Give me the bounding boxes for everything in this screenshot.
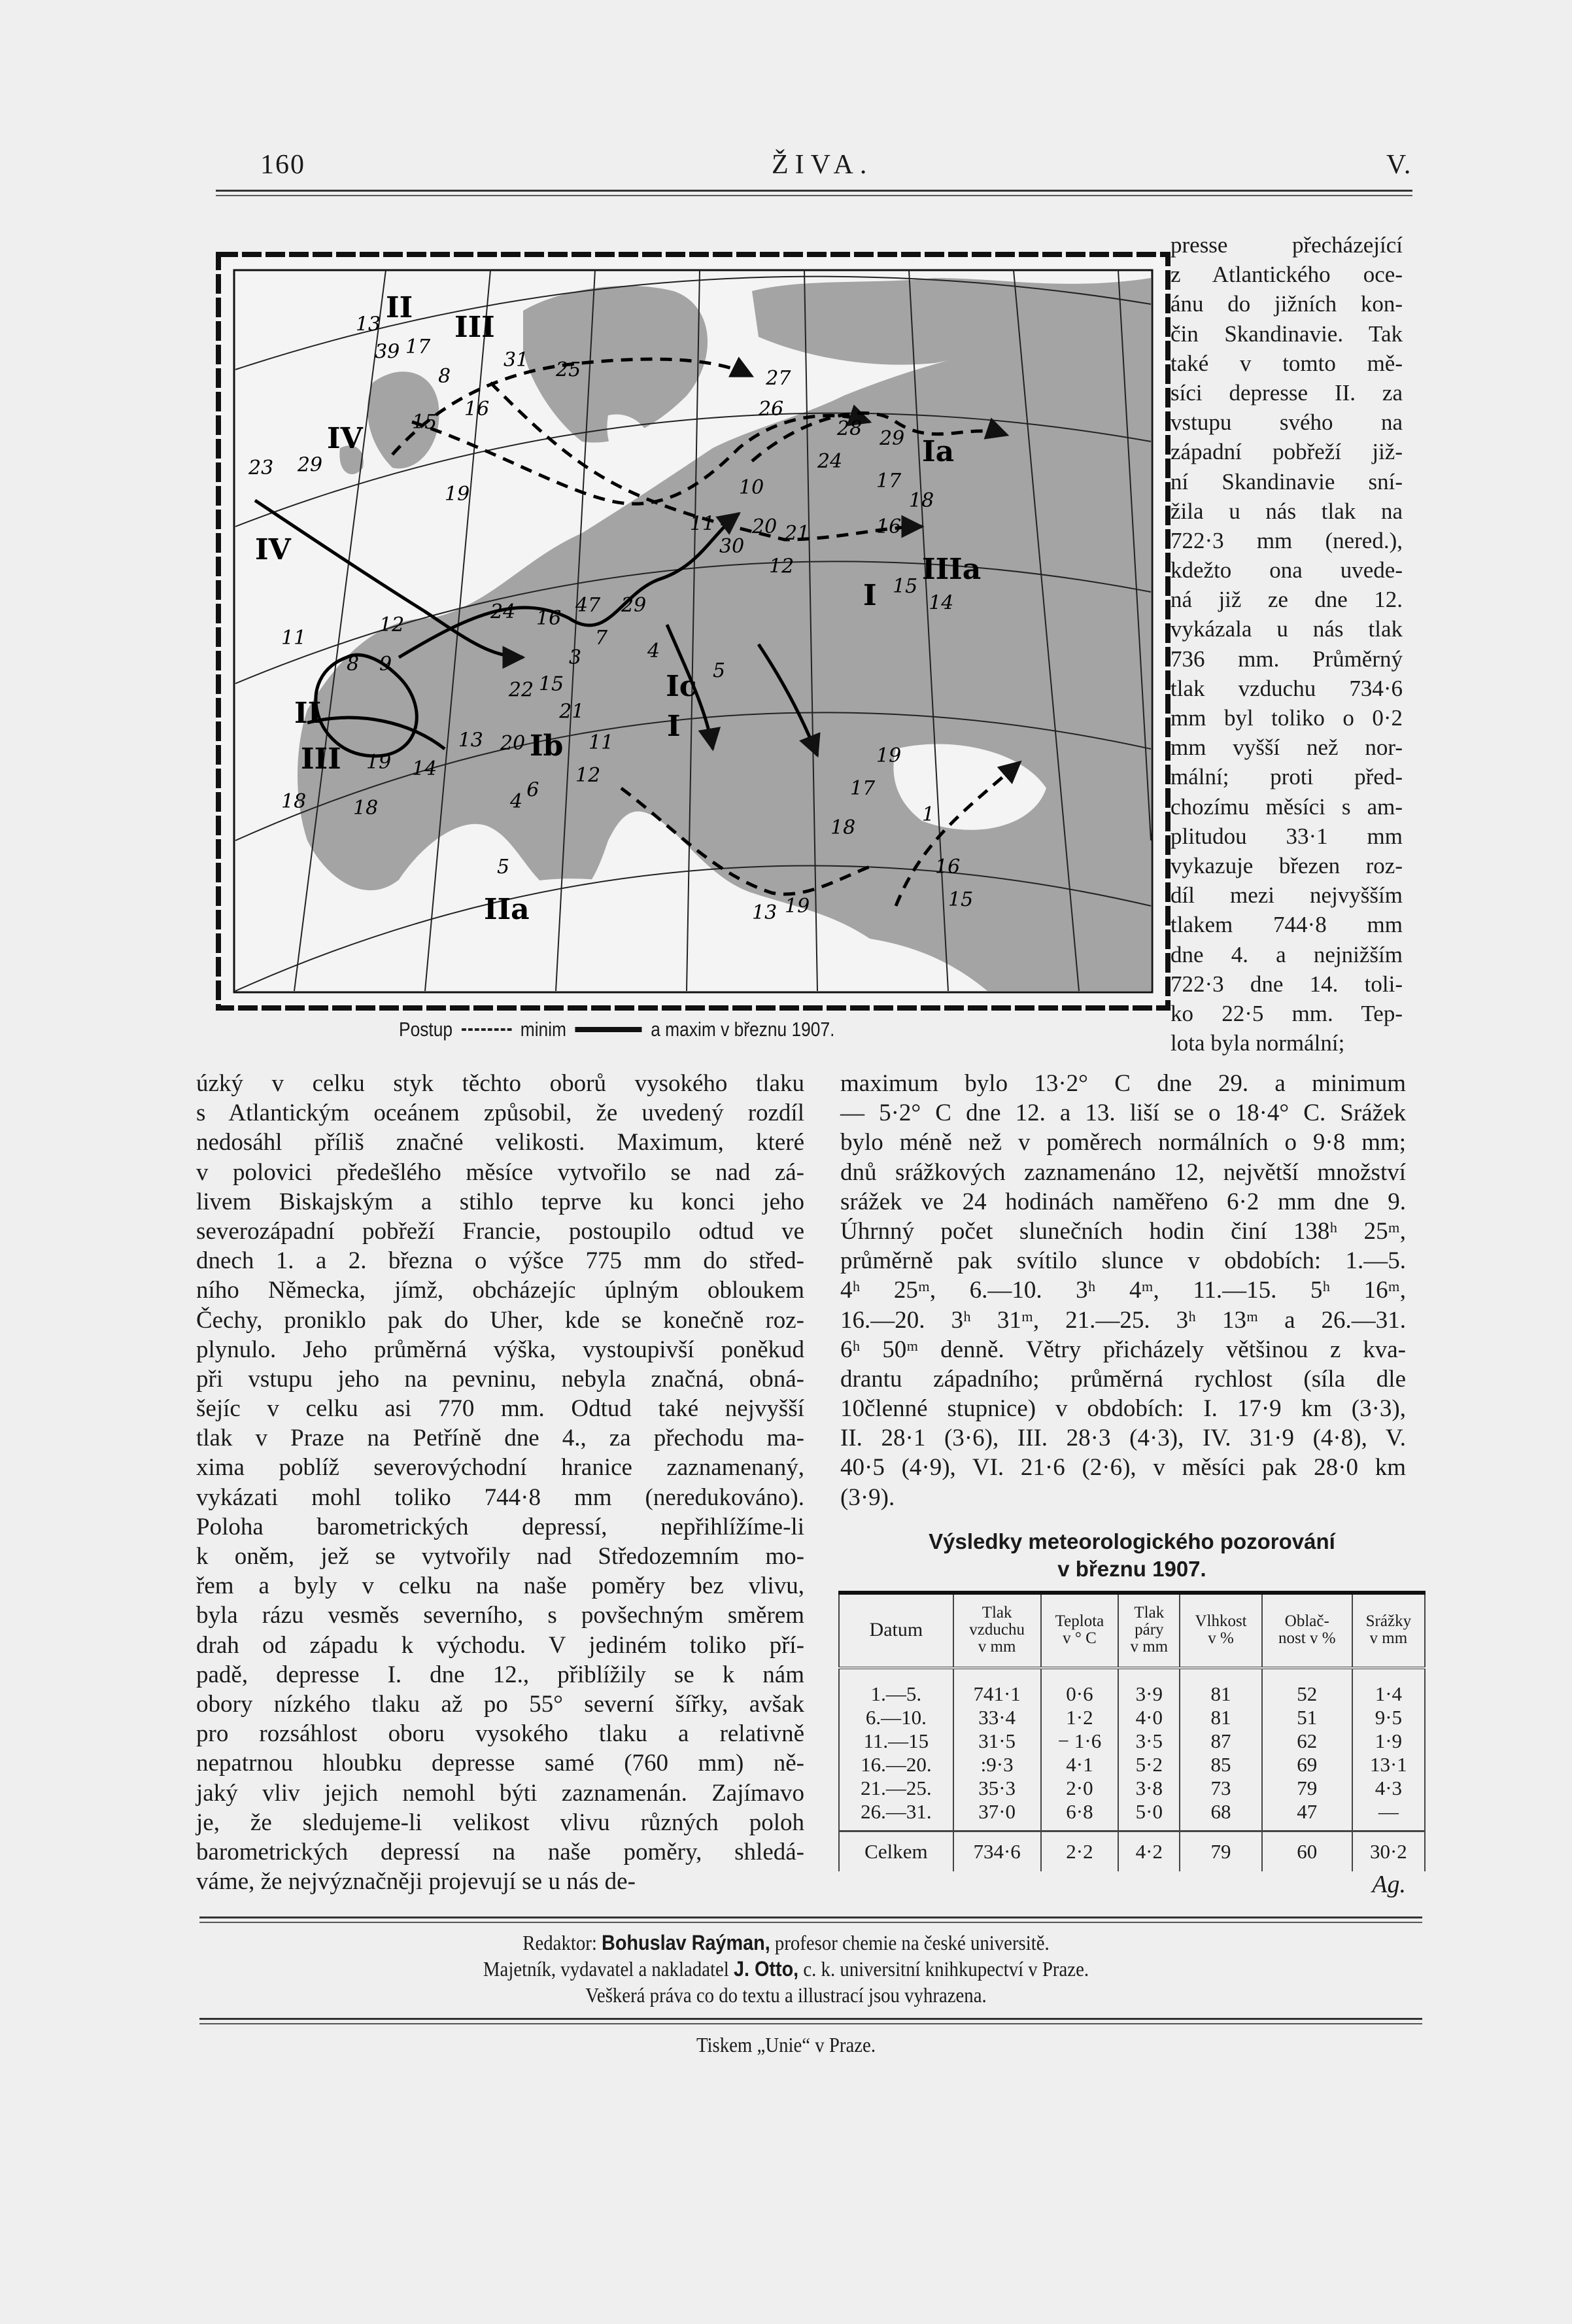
table-cell: 47: [1262, 1800, 1352, 1831]
table-cell: 87: [1180, 1729, 1262, 1753]
total-cell: 4·2: [1118, 1831, 1180, 1872]
map-label: 10: [739, 476, 764, 499]
text-line: průměrně pak svítilo slunce v obdobích: 1.—5.: [840, 1247, 1406, 1275]
map-label: 13: [752, 901, 777, 924]
map-label: 17: [850, 777, 876, 800]
text-line: 16.—20. 3ʰ 31ᵐ, 21.—25. 3ʰ 13ᵐ a 26.—31.: [840, 1306, 1406, 1334]
table-cell: 1·4: [1352, 1668, 1425, 1706]
map-label: 47: [575, 594, 601, 617]
footer-rule: [199, 1916, 1422, 1918]
header-line: vzduchu: [969, 1621, 1025, 1639]
map-label: Ia: [922, 435, 955, 468]
header-rule-2: [216, 195, 1412, 196]
text-line: z Atlantického oce-: [1170, 262, 1403, 288]
text-line: presse přecházející: [1170, 232, 1403, 258]
text-line: drantu západního; průměrná rychlost (síla dle: [840, 1365, 1406, 1393]
table-title-line1: Výsledky meteorologického pozorování: [929, 1529, 1335, 1553]
text-line: ního Německa, jímž, obcházejíc úplným obloukem: [196, 1277, 804, 1304]
text-line: tlak vzduchu 734·6: [1170, 675, 1403, 701]
weather-map: [216, 252, 1170, 1011]
header-line: Datum: [869, 1619, 923, 1640]
map-label: 8: [347, 653, 360, 676]
map-label: 21: [785, 522, 810, 545]
text-line: čin Skandinavie. Tak: [1170, 321, 1403, 347]
map-label: 16: [536, 607, 562, 630]
map-label: 15: [412, 411, 437, 434]
editor-name: Bohuslav Raýman,: [602, 1931, 770, 1954]
table-row: [839, 1777, 1425, 1800]
text-line: mální; proti před-: [1170, 764, 1403, 790]
meteorological-table: [838, 1591, 1426, 1871]
text-line: pro rozsáhlost oboru vysokého tlaku a relativně: [196, 1720, 804, 1748]
text-line: xima poblíž severovýchodní hranice zaznamenaný,: [196, 1454, 804, 1482]
caption-suffix: a maxim v březnu 1907.: [651, 1018, 835, 1041]
column-header: [953, 1593, 1041, 1668]
map-label: 23: [248, 457, 274, 479]
column-header: [1262, 1593, 1352, 1668]
total-cell: 734·6: [953, 1831, 1041, 1872]
map-label: 14: [929, 591, 954, 615]
table-cell: —: [1352, 1800, 1425, 1831]
map-label: IIIa: [922, 553, 982, 586]
table-cell: 4·3: [1352, 1777, 1425, 1800]
header-rule: [216, 190, 1412, 192]
footer-rule-2: [199, 1922, 1422, 1923]
map-label: 8: [438, 365, 451, 388]
column-header: [1180, 1593, 1262, 1668]
text-line: 40·5 (4·9), VI. 21·6 (2·6), v měsíci pak 28·0 km: [840, 1454, 1406, 1482]
text-line: vykázala u nás tlak: [1170, 616, 1403, 642]
owner-name: J. Otto,: [733, 1957, 799, 1981]
text-line: plitudou 33·1 mm: [1170, 823, 1403, 849]
text-line: drah od západu k východu. V jediném toliko pří-: [196, 1631, 804, 1659]
map-label: 7: [595, 627, 608, 650]
map-label: 29: [297, 453, 323, 477]
map-label: 12: [575, 764, 601, 787]
map-label: Ib: [530, 729, 564, 763]
text-line: k oněm, jež se vytvořily nad Středozemním mo-: [196, 1543, 804, 1570]
column-header: [1118, 1593, 1180, 1668]
map-label: 1: [922, 803, 935, 826]
map-label: 16: [464, 398, 490, 421]
editor-label: Redaktor:: [522, 1931, 597, 1954]
header-line: v mm: [978, 1638, 1016, 1656]
map-label: 16: [935, 856, 961, 878]
text-line: vstupu svého na: [1170, 409, 1403, 436]
map-label: 19: [876, 744, 902, 767]
footer-printer: Tiskem „Unie“ v Praze.: [696, 2033, 876, 2056]
table-cell: 3·8: [1118, 1777, 1180, 1800]
table-cell: 73: [1180, 1777, 1262, 1800]
table-cell: 13·1: [1352, 1753, 1425, 1777]
footer-rule-4: [199, 2023, 1422, 2024]
table-cell: 9·5: [1352, 1706, 1425, 1729]
map-label: 29: [880, 427, 905, 450]
map-label: 27: [766, 367, 791, 390]
text-line: lota byla normální;: [1170, 1030, 1345, 1056]
map-label: 9: [379, 653, 392, 676]
header-line: v %: [1208, 1629, 1234, 1647]
text-line: je, že sledujeme-li velikost vlivu různých poloh: [196, 1809, 804, 1836]
text-line: nedosáhl příliš značné velikosti. Maximum, které: [196, 1129, 804, 1156]
text-line: — 5·2° C dne 12. a 13. liší se o 18·4° C. Srážek: [840, 1100, 1406, 1127]
map-label: 19: [366, 751, 392, 774]
map-label: Ic: [666, 670, 697, 704]
editor-title: profesor chemie na české universitě.: [774, 1931, 1050, 1954]
map-label: 5: [713, 659, 726, 682]
map-label: 11: [589, 731, 614, 754]
table-cell: 741·1: [953, 1668, 1041, 1706]
map-label: 20: [500, 732, 526, 755]
table-row: [839, 1800, 1425, 1831]
table-cell: 16.—20.: [839, 1753, 953, 1777]
map-label: IIa: [484, 893, 530, 926]
header-line: Vlhkost: [1195, 1612, 1247, 1630]
total-cell: 79: [1180, 1831, 1262, 1872]
dashed-line-legend: [462, 1028, 512, 1031]
map-label: II: [386, 291, 413, 324]
table-cell: − 1·6: [1041, 1729, 1119, 1753]
text-line: při vstupu jeho na pevninu, nebyla značná, obná-: [196, 1365, 804, 1393]
map-label: IV: [255, 533, 291, 566]
map-label: 29: [621, 594, 647, 617]
table-cell: 52: [1262, 1668, 1352, 1706]
text-line: vykázati mohl toliko 744·8 mm (neredukováno).: [196, 1483, 804, 1511]
map-label: 11: [281, 627, 307, 650]
table-cell: 6·8: [1041, 1800, 1119, 1831]
map-label: III: [301, 742, 341, 776]
text-line: 4ʰ 25ᵐ, 6.—10. 3ʰ 4ᵐ, 11.—15. 5ʰ 16ᵐ,: [840, 1277, 1406, 1304]
table-cell: 11.—15: [839, 1729, 953, 1753]
text-line: šejíc v celku asi 770 mm. Odtud také nejvyšší: [196, 1395, 804, 1423]
header-line: Oblač-: [1284, 1612, 1329, 1630]
table-title-line2: v březnu 1907.: [1057, 1557, 1206, 1581]
text-line: II. 28·1 (3·6), III. 28·3 (4·3), IV. 31·9 (4·8), V.: [840, 1425, 1406, 1452]
text-line: livem Biskajským a stihlo teprve ku konci jeho: [196, 1188, 804, 1215]
table-cell: 62: [1262, 1729, 1352, 1753]
map-label: I: [667, 710, 681, 743]
table-cell: 5·0: [1118, 1800, 1180, 1831]
map-label: 12: [769, 555, 795, 578]
map-label: 4: [510, 790, 523, 813]
map-label: 30: [719, 535, 745, 558]
text-line: 736 mm. Průměrný: [1170, 646, 1403, 672]
caption-minima: minim: [520, 1018, 567, 1041]
text-line: tlakem 744·8 mm: [1170, 912, 1403, 938]
map-label: 13: [458, 729, 483, 752]
header-line: Teplota: [1055, 1612, 1104, 1630]
text-line: žila u nás tlak na: [1170, 498, 1403, 524]
map-label: 22: [508, 678, 534, 702]
text-line: severozápadní pobřeží Francie, postoupilo odtud ve: [196, 1217, 804, 1245]
text-line: dnů srážkových zaznamenáno 12, největší množství: [840, 1158, 1406, 1186]
text-line: chozímu měsíci s am-: [1170, 793, 1403, 820]
map-label: 6: [526, 778, 539, 802]
table-cell: 1·2: [1041, 1706, 1119, 1729]
header-line: nost v %: [1278, 1629, 1336, 1647]
map-label: 18: [909, 489, 934, 512]
column-header: [1352, 1593, 1425, 1668]
table-block: [838, 1528, 1426, 1898]
table-cell: 4·0: [1118, 1706, 1180, 1729]
map-label: 18: [353, 797, 379, 820]
right-column-bottom: [840, 1069, 1406, 1512]
text-line: kdežto ona uvede-: [1170, 557, 1403, 583]
map-label: 13: [355, 313, 381, 336]
map-label: 4: [647, 640, 660, 663]
table-cell: 6.—10.: [839, 1706, 953, 1729]
text-line: ná již ze dne 12.: [1170, 587, 1403, 613]
text-line: vykazuje březen roz-: [1170, 852, 1403, 878]
footer-owner: [78, 1956, 1494, 1982]
text-line: barometrických depressí na naše poměry, shledá-: [196, 1838, 804, 1865]
text-line: dnech 1. a 2. března o výšce 775 mm do střed-: [196, 1247, 804, 1275]
text-line: s Atlantickým oceánem způsobil, že uvedený rozdíl: [196, 1100, 804, 1127]
text-line: nepatrnou hloubku depresse samé (760 mm) ně-: [196, 1750, 804, 1777]
text-line: maximum bylo 13·2° C dne 29. a minimum: [840, 1070, 1406, 1097]
map-label: 28: [837, 417, 863, 440]
table-cell: 81: [1180, 1668, 1262, 1706]
journal-title: ŽIVA.: [772, 150, 874, 180]
text-line: mm byl toliko o 0·2: [1170, 705, 1403, 731]
map-label: 17: [405, 336, 431, 358]
text-line: Poloha barometrických depressí, nepřihlížíme-li: [196, 1513, 804, 1540]
text-line: obory nízkého tlaku až po 55° severní šířky, avšak: [196, 1690, 804, 1718]
map-label: 5: [497, 856, 510, 878]
text-line: srážek ve 24 hodinách naměřeno 6·2 mm dne 9.: [840, 1188, 1406, 1215]
map-label: 20: [752, 515, 777, 538]
map-label: 15: [538, 672, 564, 696]
total-cell: 2·2: [1041, 1831, 1119, 1872]
text-line: padě, depresse I. dne 12., přiblížily se k nám: [196, 1661, 804, 1688]
header-line: páry: [1135, 1621, 1164, 1639]
text-line: tlak v Praze na Petříně dne 4., za přechodu ma-: [196, 1425, 804, 1452]
table-cell: 35·3: [953, 1777, 1041, 1800]
map-label: 15: [948, 888, 974, 911]
table-cell: 2·0: [1041, 1777, 1119, 1800]
map-label: 14: [412, 757, 437, 780]
map-label: 19: [785, 895, 810, 918]
table-cell: 79: [1262, 1777, 1352, 1800]
text-line: byla rázu vesměs severního, s povšechným směrem: [196, 1602, 804, 1629]
table-total-row: [839, 1831, 1425, 1872]
table-row: [839, 1706, 1425, 1729]
table-cell: :9·3: [953, 1753, 1041, 1777]
table-cell: 33·4: [953, 1706, 1041, 1729]
table-cell: 3·9: [1118, 1668, 1180, 1706]
text-line: váme, že nejvýznačněji projevují se u nás de-: [196, 1868, 636, 1896]
text-line: plynulo. Jeho průměrná výška, vystoupivší poněkud: [196, 1336, 804, 1363]
table-cell: 4·1: [1041, 1753, 1119, 1777]
owner-label: Majetník, vydavatel a nakladatel: [483, 1957, 729, 1981]
total-cell: 30·2: [1352, 1831, 1425, 1872]
map-label: 16: [876, 515, 902, 538]
map-label: 15: [893, 575, 918, 598]
caption-prefix: Postup: [399, 1018, 453, 1041]
table-cell: 21.—25.: [839, 1777, 953, 1800]
table-cell: 81: [1180, 1706, 1262, 1729]
page-number: 160: [260, 150, 305, 180]
map-label: 31: [504, 349, 529, 372]
text-line: 6ʰ 50ᵐ denně. Větry přicházely většinou z kva-: [840, 1336, 1406, 1363]
text-line: síci depresse II. za: [1170, 379, 1403, 406]
text-line: mm vyšší než nor-: [1170, 735, 1403, 761]
text-line: bylo méně než v poměrech normálních o 9·8 mm;: [840, 1129, 1406, 1156]
text-line: ánu do jižních kon-: [1170, 291, 1403, 317]
table-cell: 51: [1262, 1706, 1352, 1729]
map-label: II: [294, 697, 322, 730]
table-cell: 1.—5.: [839, 1668, 953, 1706]
text-line: úzký v celku styk těchto oborů vysokého tlaku: [196, 1070, 804, 1097]
table-cell: 1·9: [1352, 1729, 1425, 1753]
table-row: [839, 1668, 1425, 1706]
map-label: I: [863, 579, 877, 612]
table-row: [839, 1729, 1425, 1753]
header-line: v ° C: [1063, 1629, 1097, 1647]
map-label: 11: [689, 512, 715, 536]
footer-rights: Veškerá práva co do textu a illustrací jsou vyhrazena.: [585, 1983, 987, 2007]
footer-rule-3: [199, 2018, 1422, 2020]
text-line: západní pobřeží již-: [1170, 439, 1403, 465]
text-line: 722·3 mm (nered.),: [1170, 527, 1403, 553]
map-label: 3: [569, 646, 582, 669]
owner-desc: c. k. universitní knihkupectví v Praze.: [803, 1957, 1089, 1981]
map-label: 21: [559, 700, 585, 723]
column-header: [1041, 1593, 1119, 1668]
header-line: Srážky: [1365, 1612, 1412, 1630]
header-line: v mm: [1130, 1638, 1169, 1656]
map-label: 18: [830, 816, 856, 839]
left-column: [196, 1069, 804, 1896]
table-cell: 69: [1262, 1753, 1352, 1777]
table-header-row: [839, 1593, 1425, 1668]
map-label: 24: [817, 450, 843, 473]
table-cell: 31·5: [953, 1729, 1041, 1753]
map-label: 24: [490, 600, 516, 623]
text-line: ní Skandinavie sní-: [1170, 468, 1403, 494]
map-label: IV: [327, 422, 363, 455]
footer-editor: [78, 1930, 1494, 1956]
table-signature: Ag.: [1372, 1871, 1406, 1898]
map-caption: [399, 1018, 834, 1041]
table-cell: 3·5: [1118, 1729, 1180, 1753]
header-line: Tlak: [982, 1604, 1012, 1622]
table-cell: 85: [1180, 1753, 1262, 1777]
map-label: 26: [759, 398, 784, 421]
table-cell: 26.—31.: [839, 1800, 953, 1831]
text-line: díl mezi nejvyšším: [1170, 882, 1403, 909]
map-label: 12: [379, 614, 405, 636]
total-cell: Celkem: [839, 1831, 953, 1872]
table-cell: 68: [1180, 1800, 1262, 1831]
header-line: v mm: [1369, 1629, 1408, 1647]
text-line: 722·3 dne 14. toli-: [1170, 971, 1403, 997]
map-label: III: [454, 311, 495, 344]
solid-line-legend: [575, 1027, 642, 1032]
map-label: 17: [876, 470, 902, 493]
column-header: [839, 1593, 953, 1668]
total-cell: 60: [1262, 1831, 1352, 1872]
table-cell: 0·6: [1041, 1668, 1119, 1706]
text-line: dne 4. a nejnižším: [1170, 941, 1403, 967]
table-cell: 5·2: [1118, 1753, 1180, 1777]
text-line: Úhrnný počet slunečních hodin činí 138ʰ 25ᵐ,: [840, 1217, 1406, 1245]
map-label: 39: [375, 340, 400, 364]
text-line: (3·9).: [840, 1483, 895, 1511]
table-row: [839, 1753, 1425, 1777]
map-label: 19: [445, 483, 470, 506]
text-line: v polovici předešlého měsíce vytvořilo se nad zá-: [196, 1158, 804, 1186]
table-cell: 37·0: [953, 1800, 1041, 1831]
map-label: 18: [281, 790, 307, 813]
map-label: 25: [556, 358, 581, 381]
text-line: Čechy, proniklo pak do Uher, kde se konečně roz-: [196, 1306, 804, 1334]
header-line: Tlak: [1134, 1604, 1165, 1622]
right-column-top: [1170, 230, 1403, 1058]
volume-number: V.: [1386, 150, 1412, 180]
text-line: ko 22·5 mm. Tep-: [1170, 1000, 1403, 1026]
text-line: také v tomto mě-: [1170, 350, 1403, 376]
text-line: řem a byly v celku na naše poměry bez vlivu,: [196, 1572, 804, 1600]
text-line: 10členné stupnice) v obdobích: I. 17·9 km (3·3),: [840, 1395, 1406, 1423]
text-line: jaký vliv jejich nemohl býti zaznamenán. Zajímavo: [196, 1779, 804, 1807]
table-title: [838, 1528, 1426, 1583]
